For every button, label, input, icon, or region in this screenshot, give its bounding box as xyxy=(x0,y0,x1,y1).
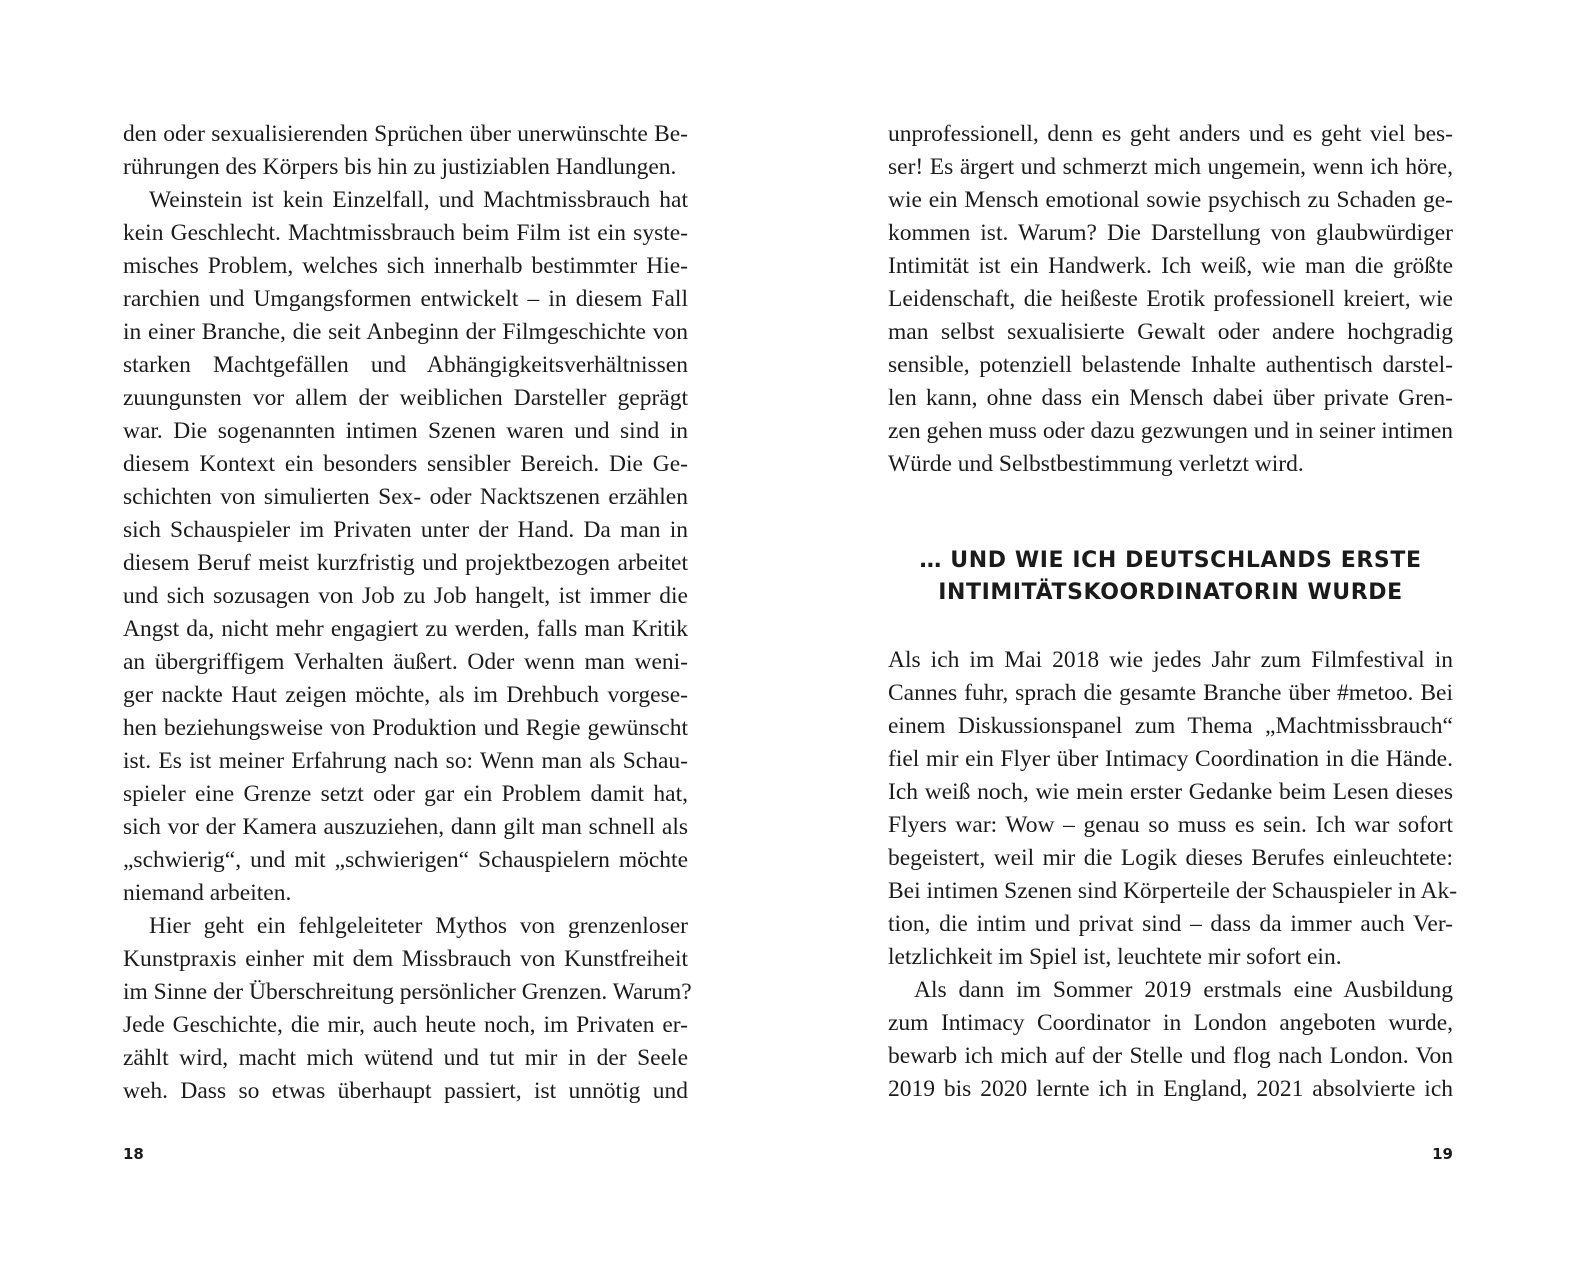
text-line: letzlichkeit im Spiel ist, leuchtete mir sofort ein. xyxy=(888,944,1342,970)
text-line: und sich sozusagen von Job zu Job hangelt, ist immer die xyxy=(123,583,688,609)
text-line: Als dann im Sommer 2019 erstmals eine Ausbildung xyxy=(914,977,1453,1003)
text-line: zen gehen muss oder dazu gezwungen und in seiner intimen xyxy=(888,418,1453,444)
text-line: einem Diskussionspanel zum Thema „Machtmissbrauch“ xyxy=(888,713,1453,739)
text-line: Als ich im Mai 2018 wie jedes Jahr zum Filmfestival in xyxy=(888,647,1453,673)
text-line: Ich weiß noch, wie mein erster Gedanke beim Lesen dieses xyxy=(888,779,1453,805)
text-line: zum Intimacy Coordinator in London angeboten wurde, xyxy=(888,1010,1453,1036)
text-line: zählt wird, macht mich wütend und tut mir in der Seele xyxy=(123,1045,688,1071)
text-line: begeistert, weil mir die Logik dieses Berufes einleuchtete: xyxy=(888,845,1453,871)
text-line: misches Problem, welches sich innerhalb bestimmter Hie- xyxy=(123,253,688,279)
text-line: Jede Geschichte, die mir, auch heute noch, im Privaten er- xyxy=(123,1012,688,1038)
section-heading-line: INTIMITÄTSKOORDINATORIN WURDE xyxy=(938,580,1403,605)
text-line: kein Geschlecht. Machtmissbrauch beim Film ist ein syste- xyxy=(123,220,688,246)
text-line: Hier geht ein fehlgeleiteter Mythos von grenzenloser xyxy=(149,913,688,939)
page-number: 18 xyxy=(123,1145,144,1163)
text-line: den oder sexualisierenden Sprüchen über unerwünschte Be- xyxy=(123,121,688,147)
text-line: bewarb ich mich auf der Stelle und flog nach London. Von xyxy=(888,1043,1453,1069)
text-line: diesem Beruf meist kurzfristig und projektbezogen arbeitet xyxy=(123,550,688,576)
text-line: ist. Es ist meiner Erfahrung nach so: Wenn man als Schau- xyxy=(123,748,688,774)
text-line: Leidenschaft, die heißeste Erotik professionell kreiert, wie xyxy=(888,286,1453,312)
text-line: spieler eine Grenze setzt oder gar ein Problem damit hat, xyxy=(123,781,688,807)
text-line: wie ein Mensch emotional sowie psychisch zu Schaden ge- xyxy=(888,187,1453,213)
text-line: unprofessionell, denn es geht anders und es geht viel bes- xyxy=(888,121,1453,147)
text-line: fiel mir ein Flyer über Intimacy Coordination in die Hände. xyxy=(888,746,1453,772)
text-line: man selbst sexualisierte Gewalt oder andere hochgradig xyxy=(888,319,1453,345)
text-line: weh. Dass so etwas überhaupt passiert, ist unnötig und xyxy=(123,1078,688,1104)
text-line: in einer Branche, die seit Anbeginn der Filmgeschichte von xyxy=(123,319,688,345)
text-line: niemand arbeiten. xyxy=(123,880,292,906)
text-line: tion, die intim und privat sind – dass da immer auch Ver- xyxy=(888,911,1453,937)
text-line: hen beziehungsweise von Produktion und Regie gewünscht xyxy=(123,715,688,741)
text-line: ger nackte Haut zeigen möchte, als im Drehbuch vorgese- xyxy=(123,682,688,708)
text-line: sich Schauspieler im Privaten unter der Hand. Da man in xyxy=(123,517,688,543)
text-line: Weinstein ist kein Einzelfall, und Machtmissbrauch hat xyxy=(149,187,688,213)
section-heading-line: … UND WIE ICH DEUTSCHLANDS ERSTE xyxy=(919,548,1422,573)
text-line: Intimität ist ein Handwerk. Ich weiß, wie man die größte xyxy=(888,253,1453,279)
text-line: Kunstpraxis einher mit dem Missbrauch von Kunstfreiheit xyxy=(123,946,688,972)
text-line: an übergriffigem Verhalten äußert. Oder wenn man weni- xyxy=(123,649,688,675)
text-line: rarchien und Umgangsformen entwickelt – in diesem Fall xyxy=(123,286,688,312)
text-line: zuungunsten vor allem der weiblichen Darsteller geprägt xyxy=(123,385,688,411)
text-line: sensible, potenziell belastende Inhalte authentisch darstel- xyxy=(888,352,1453,378)
text-line: sich vor der Kamera auszuziehen, dann gilt man schnell als xyxy=(123,814,688,840)
text-line: ser! Es ärgert und schmerzt mich ungemein, wenn ich höre, xyxy=(888,154,1453,180)
text-line: war. Die sogenannten intimen Szenen waren und sind in xyxy=(123,418,688,444)
text-line: rührungen des Körpers bis hin zu justiziablen Handlungen. xyxy=(123,154,677,180)
text-line: Cannes fuhr, sprach die gesamte Branche über #metoo. Bei xyxy=(888,680,1453,706)
text-line: 2019 bis 2020 lernte ich in England, 2021 absolvierte ich xyxy=(888,1076,1453,1102)
text-line: kommen ist. Warum? Die Darstellung von glaubwürdiger xyxy=(888,220,1453,246)
text-line: len kann, ohne dass ein Mensch dabei über private Gren- xyxy=(888,385,1453,411)
text-line: „schwierig“, und mit „schwierigen“ Schauspielern möchte xyxy=(123,847,688,873)
text-line: Angst da, nicht mehr engagiert zu werden, falls man Kritik xyxy=(123,616,688,642)
text-line: Würde und Selbstbestimmung verletzt wird. xyxy=(888,451,1304,477)
page-number: 19 xyxy=(1432,1145,1453,1163)
text-line: im Sinne der Überschreitung persönlicher Grenzen. Warum? xyxy=(123,979,692,1005)
text-line: Flyers war: Wow – genau so muss es sein. Ich war sofort xyxy=(888,812,1453,838)
text-line: diesem Kontext ein besonders sensibler Bereich. Die Ge- xyxy=(123,451,688,477)
text-line: Bei intimen Szenen sind Körperteile der Schauspieler in Ak- xyxy=(888,878,1458,904)
text-line: schichten von simulierten Sex- oder Nacktszenen erzählen xyxy=(123,484,688,510)
text-line: starken Machtgefällen und Abhängigkeitsverhältnissen xyxy=(123,352,688,378)
